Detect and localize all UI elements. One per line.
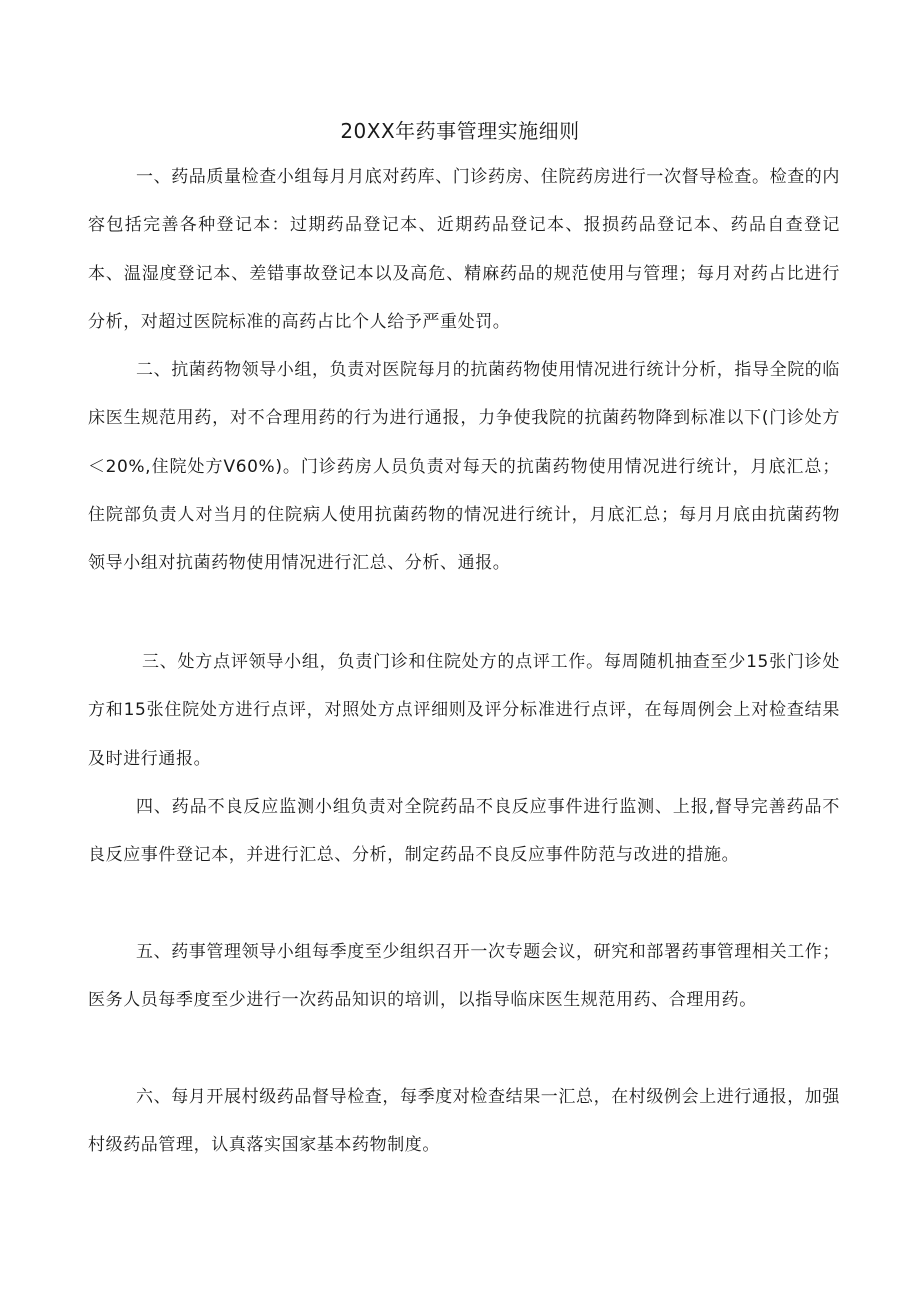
paragraph-1: 一、药品质量检查小组每月月底对药库、门诊药房、住院药房进行一次督导检查。检查的内容包括完善各种登记本：过期药品登记本、近期药品登记本、报损药品登记本、药品自查登记本、温湿度登记本、差错事故登记本以及高危、精麻药品的规范使用与管理；每月对药占比进行分析，对超过医院标准的高药占比个人给予严重处罚。 xyxy=(88,167,840,332)
page-title: 20XX年药事管理实施细则 xyxy=(340,119,580,143)
paragraph-5: 五、药事管理领导小组每季度至少组织召开一次专题会议，研究和部署药事管理相关工作；医务人员每季度至少进行一次药品知识的培训，以指导临床医生规范用药、合理用药。 xyxy=(88,942,840,1011)
paragraph-6: 六、每月开展村级药品督导检查，每季度对检查结果一汇总，在村级例会上进行通报，加强村级药品管理，认真落实国家基本药物制度。 xyxy=(88,1087,840,1156)
paragraph-2: 二、抗菌药物领导小组，负责对医院每月的抗菌药物使用情况进行统计分析，指导全院的临床医生规范用药，对不合理用药的行为进行通报，力争使我院的抗菌药物降到标准以下(门诊处方＜20%,住院处方V60%)。门诊药房人员负责对每天的抗菌药物使用情况进行统计，月底汇总；住院部负责人对当月的住院病人使用抗菌药物的情况进行统计，月底汇总；每月月底由抗菌药物领导小组对抗菌药物使用情况进行汇总、分析、通报。 xyxy=(88,360,840,574)
paragraph-4: 四、药品不良反应监测小组负责对全院药品不良反应事件进行监测、上报,督导完善药品不良反应事件登记本，并进行汇总、分析，制定药品不良反应事件防范与改进的措施。 xyxy=(88,797,840,866)
paragraph-3: 三、处方点评领导小组，负责门诊和住院处方的点评工作。每周随机抽查至少15张门诊处方和15张住院处方进行点评，对照处方点评细则及评分标准进行点评，在每周例会上对检查结果及时进行通报。 xyxy=(88,652,840,769)
